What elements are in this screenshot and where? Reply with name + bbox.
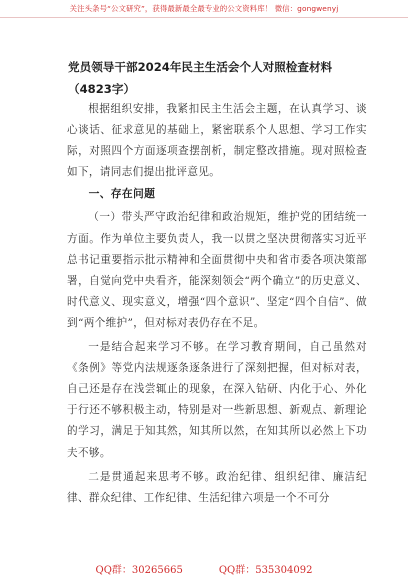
section-heading: 一、存在问题 <box>88 187 156 201</box>
body-paragraph: （一）带头严守政治纪律和政治规矩，维护党的团结统一方面。作为单位主要负责人，我一以贯之坚决贯彻落实习近平总书记重要指示批示精神和全面贯彻中央和省市委各项决策部署，自觉向党中央看齐，能深刻领会“两个确立”的历史意义、时代意义、现实意义，增强“四个意识”、坚定“四个自信”、做到“两个维护”，但对标对表仍存在不足。 <box>67 211 367 329</box>
intro-paragraph: 根据组织安排，我紧扣民主生活会主题，在认真学习、谈心谈话、征求意见的基础上，紧密联系个人思想、学习工作实际，对照四个方面逐项查摆剖析，制定整改措施。现对照检查如下，请同志们提出批评意见。 <box>67 103 367 179</box>
document-body <box>67 99 367 509</box>
banner-divider <box>0 17 408 18</box>
footer-contacts <box>0 561 408 576</box>
qq-group-1: QQ群：30265665 <box>95 565 183 576</box>
document-title: 党员领导干部2024年民主生活会个人对照检查材料（4823字） <box>68 60 333 96</box>
qq-group-2: QQ群：535304092 <box>218 565 313 576</box>
body-paragraph: 二是贯通起来思考不够。政治纪律、组织纪律、廉洁纪律、群众纪律、工作纪律、生活纪律六项是一个不可分 <box>67 470 367 504</box>
body-paragraph: 一是结合起来学习不够。在学习教育期间，自己虽然对《条例》等党内法规逐条逐条进行了深刻把握，但对标对表，自己还是存在浅尝辄止的现象，在深入钻研、内化于心、外化于行还不够积极主动，特别是对一些新思想、新观点、新理论的学习，满足于知其然，知其所以然，在知其所以必然上下功夫不够。 <box>67 341 367 459</box>
promo-banner: 关注头条号“公文研究”，获得最新最全最专业的公文资料库！ 微信：gongwenyj <box>69 4 339 13</box>
